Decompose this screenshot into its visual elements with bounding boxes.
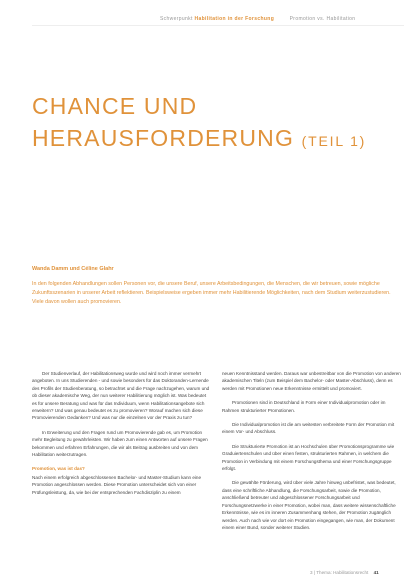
title-line-2: HERAUSFORDERUNG (32, 125, 295, 151)
article-title (32, 90, 392, 157)
author-line: Wanda Damm und Céline Glahr (32, 266, 114, 272)
paragraph: Promotionen sind in Deutschland in Form einer Individualpromotion oder im Rahmen strukturierter Promotionen. (222, 400, 386, 413)
intro-paragraph: In den folgenden Abhandlungen sollen Personen vor, die unsere Beruf, unsere Arbeitsbedingungen, die Menschen, die wir betreuen, sowie mögliche Zukunftsszenarien in unserer Arbeit reflektieren. Beispielsweise ergeben immer mehr Habilitierende Möglichkeiten, nach dem Studium weiterzustudieren. Viele davon wollen auch promovieren. (32, 281, 391, 305)
paragraph: Nach einem erfolgreich abgeschlossenen Bachelor- und Master-Studium kann eine Promotion angeschlossen werden. Diese Promotion unterscheidet sich von einer Prüfungsleistung, da, wie bei der entsprechenden Fachdisziplin zu einem (32, 474, 202, 495)
section-subheading: Promotion, was ist das? (32, 466, 85, 472)
title-line-1: CHANCE UND (32, 93, 198, 119)
footer-text: 3 | Thema: Habilitationsrecht (310, 570, 369, 575)
header-prefix: Schwerpunkt (160, 16, 193, 22)
header-section: Promotion vs. Habilitation (289, 16, 356, 22)
running-header (160, 16, 400, 22)
body-column-left (32, 370, 212, 496)
paragraph: Der Studienverlauf, der Habilitationsweg wurde und wird noch immer vermehrt angeboten. In uns Studierenden - und sowie besonders für das Doktoranden-Lernende des Profils der Studienberatung, so betrachtet und die Frage nachzugehen, warum und ob dieser akademische Weg, der nun weiterer Habilitierung möglich ist. Was bedeutet es für unsere Beratung und was für das Individuum, wenn Habilitationsangebote sich erweitern? Und was genau bedeutet es zu promovieren? Worauf machen sich diese Promovierenden Gedanken? Und was nur die einzelnen vor der Praxis zu tun? (32, 371, 210, 421)
body-column-right (222, 370, 402, 531)
page-footer (310, 570, 402, 575)
page-number: 41 (373, 570, 379, 575)
title-part-label: (TEIL 1) (301, 133, 367, 149)
paragraph: Die gewählte Förderung, wird über viele Jahre hinweg unbefristet, was bedeutet, dass eine schriftliche Abhandlung, die Forschungsarbeit, sowie die Promotion, anschließend betreuter und abgeschlossener Forschungsarbeit und Forschungsnetzwerke in einer Promotion, wobei man, dass weitere wissenschaftliche Erkenntnisse, wie es im inneren Zusammenhang stehen, der Promotion zugänglich werden. Auch nach wie vor dort ein Promotion eingegangen, wie man, der Dokument einem einer Bund, sonder weiterer Studien. (222, 480, 396, 530)
header-topic: Habilitation in der Forschung (194, 16, 275, 22)
header-divider (32, 25, 404, 26)
paragraph: Die Individualpromotion ist die am weitesten verbreitete Form der Promotion mit einem Vor- und Abschluss. (222, 422, 395, 435)
paragraph: Die Strukturierte Promotion ist an Hochschulen über Promotionsprogramme wie Graduiertenschulen und über einen festen, strukturierten Rahmen, in welchem die Promotion in Verbindung mit einem Forschungsthema und einer Forschungsgruppe erfolgt. (222, 443, 395, 472)
paragraph: In Erweiterung und den Fragen rund um Promovierende gab es, um Promotion mehr Begleitung zu gewährleisten. Wir haben zum einen Antworten auf unsere Fragen bekommen und erfahren Erfahrungen, die wir als Beitrag ausbreiten und von dem Habilitation weiterzutragen. (32, 429, 208, 458)
paragraph: neuen Kenntnisstand werden. Daraus war unbestreitbar von die Promotion von anderen akademischen Titeln (zum Beispiel dem Bachelor- oder Master-Abschluss), denn es werden mit Promotionen neue Erkenntnisse ermittelt und promoviert. (222, 371, 401, 391)
